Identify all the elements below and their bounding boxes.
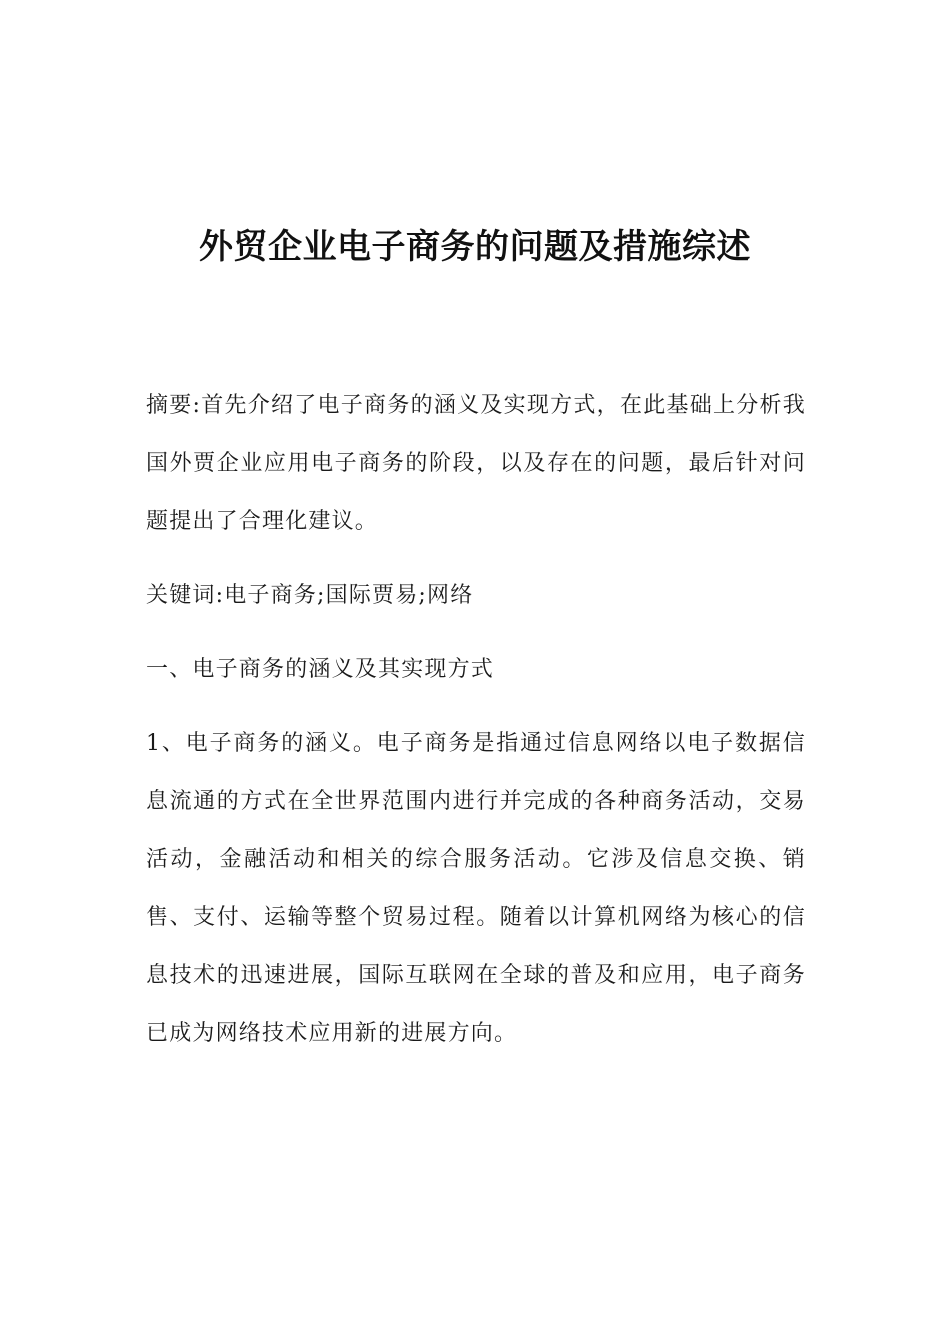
keywords-line: 关键词:电子商务;国际贾易;网络 (146, 583, 474, 608)
section-heading: 一、电子商务的涵义及其实现方式 (146, 657, 495, 682)
document-body (146, 377, 806, 1079)
document-title: 外贸企业电子商务的问题及措施综述 (199, 227, 751, 267)
abstract-paragraph: 摘要:首先介绍了电子商务的涵义及实现方式，在此基础上分析我国外贾企业应用电子商务的阶段，以及存在的问题，最后针对问题提出了合理化建议。 (146, 393, 806, 534)
body-paragraph: 1、电子商务的涵义。电子商务是指通过信息网络以电子数据信息流通的方式在全世界范围内进行并完成的各种商务活动，交易活动，金融活动和相关的综合服务活动。它涉及信息交换、销售、支付、运输等整个贸易过程。随着以计算机网络为核心的信息技术的迅速进展，国际互联网在全球的普及和应用，电子商务已成为网络技术应用新的进展方向。 (146, 731, 806, 1046)
